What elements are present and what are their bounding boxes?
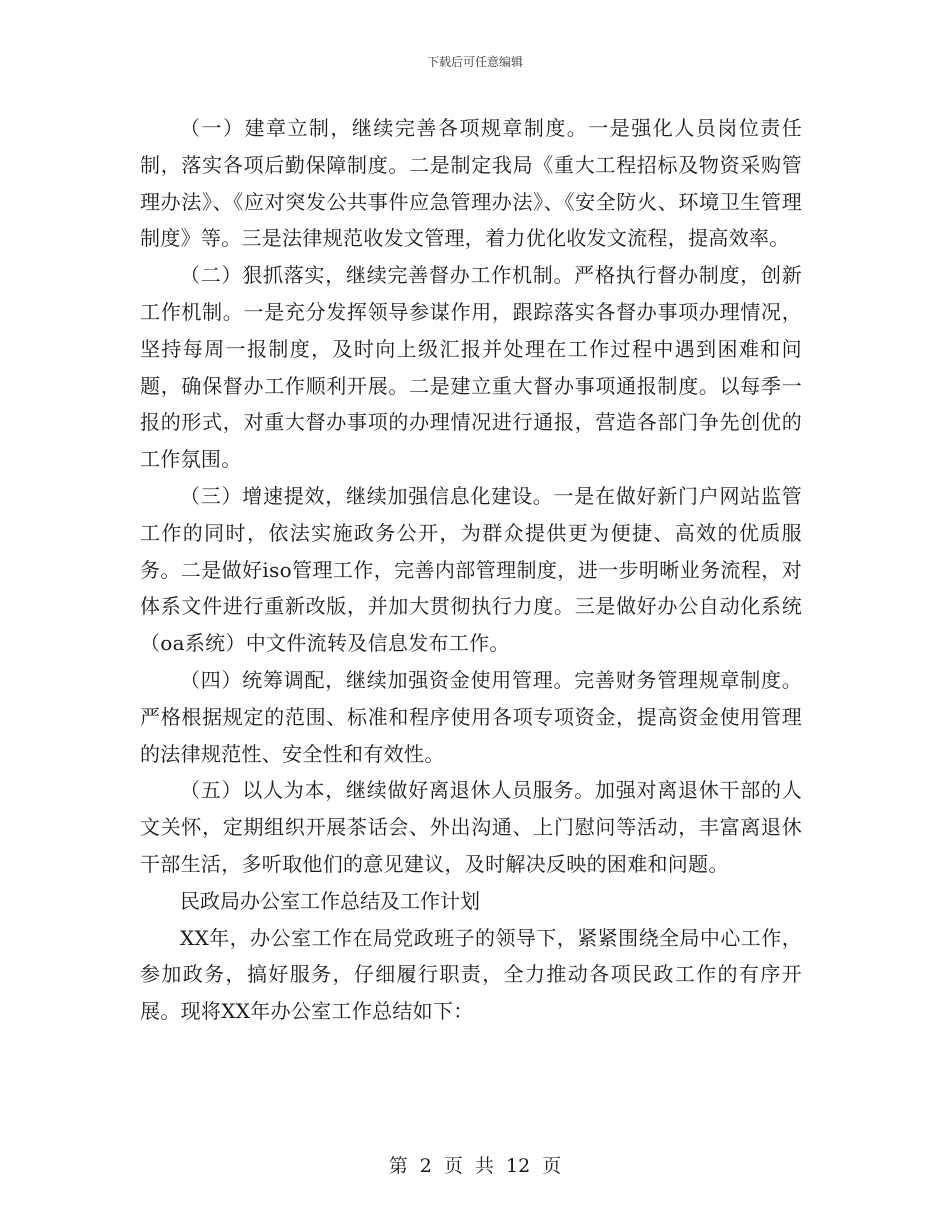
paragraph-regulations: （一）建章立制，继续完善各项规章制度。一是强化人员岗位责任制，落实各项后勤保障制度。二是制定我局《重大工程招标及物资采购管理办法》、《应对突发公共事件应急管理办法》、《安全防火、环境卫生管理制度》等。三是法律规范收发文管理，着力优化收发文流程，提高效率。 xyxy=(140,116,802,251)
page-header xyxy=(0,54,950,70)
section-title: 民政局办公室工作总结及工作计划 xyxy=(180,888,480,913)
paragraph-summary-intro: XX年，办公室工作在局党政班子的领导下，紧紧围绕全局中心工作，参加政务，搞好服务，仔细履行职责，全力推动各项民政工作的有序开展。现将XX年办公室工作总结如下： xyxy=(140,925,802,1024)
paragraph-funds: （四）统筹调配，继续加强资金使用管理。完善财务管理规章制度。严格根据规定的范围、标准和程序使用各项专项资金，提高资金使用管理的法律规范性、安全性和有效性。 xyxy=(140,667,802,766)
page-header-text: 下载后可任意编辑 xyxy=(426,55,523,69)
document-body xyxy=(140,110,802,1030)
paragraph-supervision: （二）狠抓落实，继续完善督办工作机制。严格执行督办制度，创新工作机制。一是充分发挥领导参谋作用，跟踪落实各督办事项办理情况，坚持每周一报制度，及时向上级汇报并处理在工作过程中遇到困难和问题，确保督办工作顺利开展。二是建立重大督办事项通报制度。以每季一报的形式，对重大督办事项的办理情况进行通报，营造各部门争先创优的工作氛围。 xyxy=(140,263,802,472)
page-number: 第 2 页 共 12 页 xyxy=(388,1155,562,1177)
paragraph-retirees: （五）以人为本，继续做好离退休人员服务。加强对离退休干部的人文关怀，定期组织开展茶话会、外出沟通、上门慰问等活动，丰富离退休干部生活，多听取他们的意见建议，及时解决反映的困难和问题。 xyxy=(140,778,802,876)
paragraph-informatization: （三）增速提效，继续加强信息化建设。一是在做好新门户网站监管工作的同时，依法实施政务公开，为群众提供更为便捷、高效的优质服务。二是做好iso管理工作，完善内部管理制度，进一步明晰业务流程，对体系文件进行重新改版，并加大贯彻执行力度。三是做好办公自动化系统（oa系统）中文件流转及信息发布工作。 xyxy=(140,483,802,656)
page-footer xyxy=(0,1154,950,1178)
